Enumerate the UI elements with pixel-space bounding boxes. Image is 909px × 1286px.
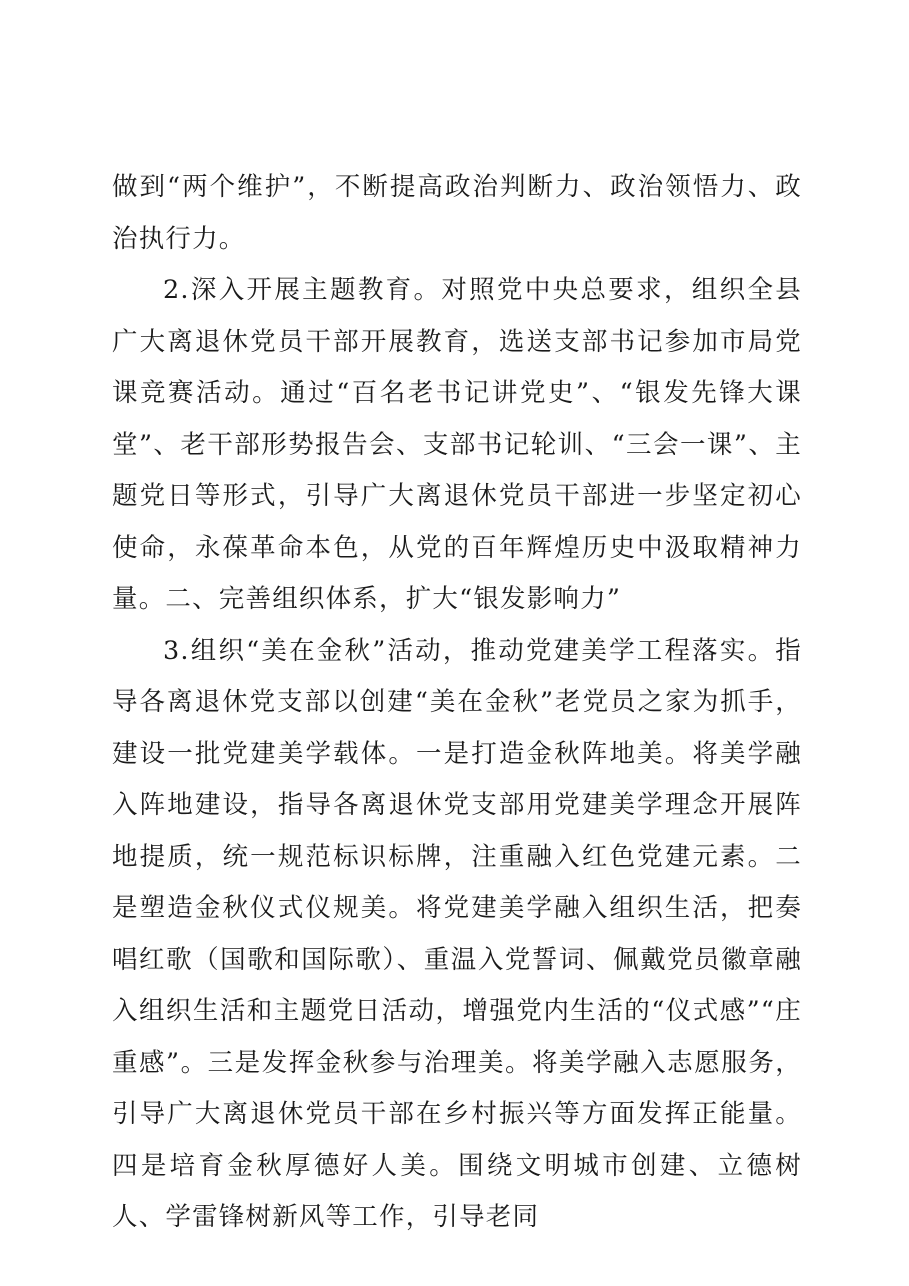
paragraph-theme-education: 2.深入开展主题教育。对照党中央总要求，组织全县广大离退休党员干部开展教育，选送支部书记参加市局党课竞赛活动。通过“百名老书记讲党史”、“银发先锋大课堂”、老干部形势报告会、支部书记轮训、“三会一课”、主题党日等形式，引导广大离退休党员干部进一步坚定初心使命，永葆革命本色，从党的百年辉煌历史中汲取精神力量。二、完善组织体系，扩大“银发影响力” — [112, 275, 802, 614]
paragraph-continuation: 做到“两个维护”，不断提高政治判断力、政治领悟力、政治执行力。 — [112, 172, 802, 254]
paragraph-golden-autumn-activity: 3.组织“美在金秋”活动，推动党建美学工程落实。指导各离退休党支部以创建“美在金秋”老党员之家为抓手，建设一批党建美学载体。一是打造金秋阵地美。将美学融入阵地建设，指导各离退休党支部用党建美学理念开展阵地提质，统一规范标识标牌，注重融入红色党建元素。二是塑造金秋仪式仪规美。将党建美学融入组织生活，把奏唱红歌（国歌和国际歌）、重温入党誓词、佩戴党员徽章融入组织生活和主题党日活动，增强党内生活的“仪式感”“庄重感”。三是发挥金秋参与治理美。将美学融入志愿服务，引导广大离退休党员干部在乡村振兴等方面发挥正能量。四是培育金秋厚德好人美。围绕文明城市创建、立德树人、学雷锋树新风等工作，引导老同 — [112, 635, 802, 1232]
document-body — [112, 162, 802, 1244]
